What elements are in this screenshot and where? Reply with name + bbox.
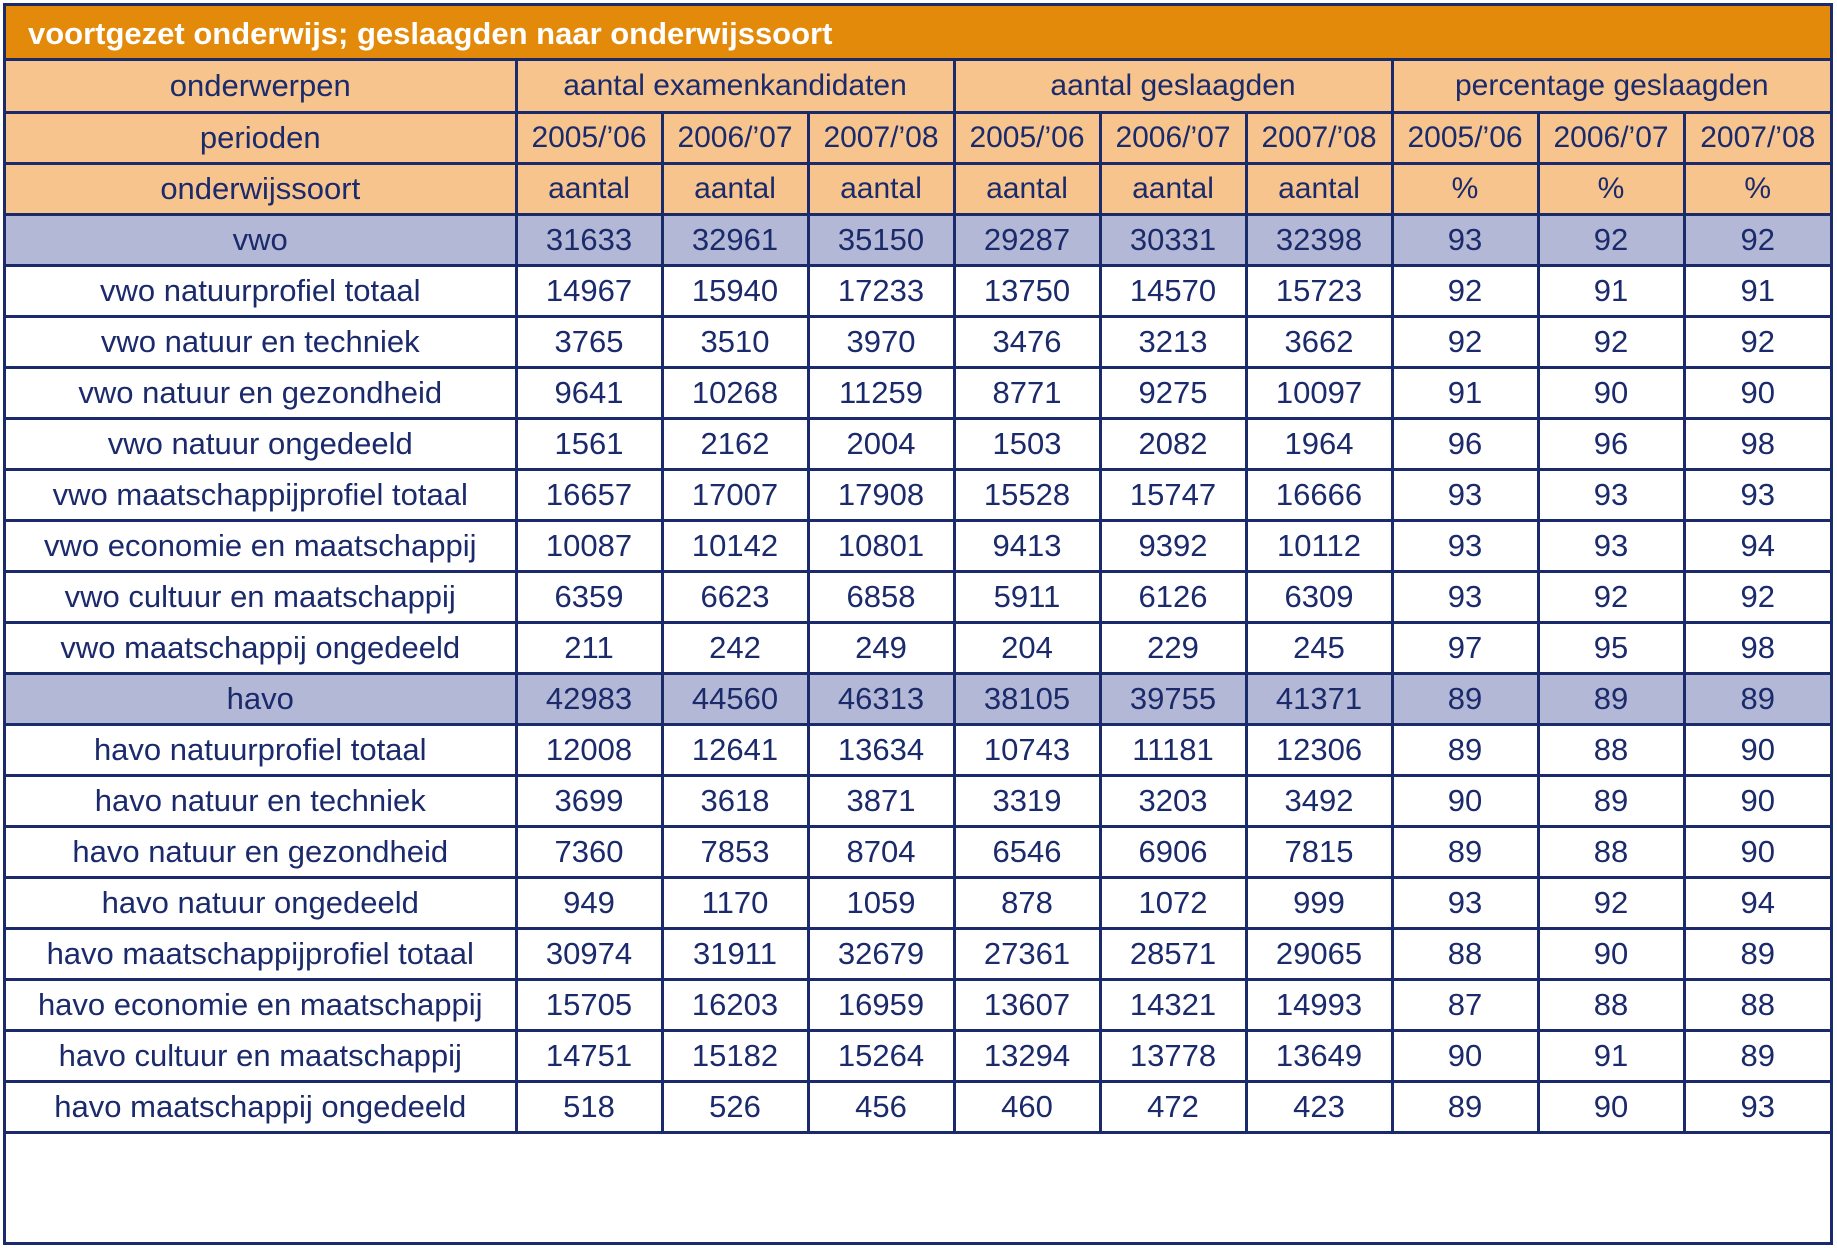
value-cell: 1964 bbox=[1246, 418, 1392, 469]
value-cell: 3492 bbox=[1246, 775, 1392, 826]
value-cell: 95 bbox=[1538, 622, 1684, 673]
value-cell: 90 bbox=[1538, 367, 1684, 418]
row-label: vwo natuurprofiel totaal bbox=[6, 265, 516, 316]
table-row bbox=[6, 469, 1830, 520]
table-body bbox=[6, 61, 1830, 1132]
header-cell: 2006/’07 bbox=[1538, 112, 1684, 163]
value-cell: 3662 bbox=[1246, 316, 1392, 367]
table-container bbox=[3, 3, 1833, 1245]
value-cell: 93 bbox=[1392, 469, 1538, 520]
value-cell: 87 bbox=[1392, 979, 1538, 1030]
value-cell: 92 bbox=[1538, 571, 1684, 622]
value-cell: 999 bbox=[1246, 877, 1392, 928]
header-cell: aantal bbox=[808, 163, 954, 214]
value-cell: 89 bbox=[1392, 1081, 1538, 1132]
value-cell: 5911 bbox=[954, 571, 1100, 622]
value-cell: 92 bbox=[1684, 316, 1830, 367]
value-cell: 98 bbox=[1684, 622, 1830, 673]
row-label: havo natuurprofiel totaal bbox=[6, 724, 516, 775]
header-cell: aantal bbox=[516, 163, 662, 214]
value-cell: 92 bbox=[1538, 214, 1684, 265]
table-row bbox=[6, 622, 1830, 673]
value-cell: 92 bbox=[1684, 214, 1830, 265]
value-cell: 15528 bbox=[954, 469, 1100, 520]
row-label: vwo natuur en gezondheid bbox=[6, 367, 516, 418]
value-cell: 91 bbox=[1538, 1030, 1684, 1081]
value-cell: 3476 bbox=[954, 316, 1100, 367]
value-cell: 3319 bbox=[954, 775, 1100, 826]
row-label: vwo maatschappijprofiel totaal bbox=[6, 469, 516, 520]
value-cell: 29287 bbox=[954, 214, 1100, 265]
value-cell: 15723 bbox=[1246, 265, 1392, 316]
table-row bbox=[6, 1030, 1830, 1081]
table-row bbox=[6, 367, 1830, 418]
value-cell: 9413 bbox=[954, 520, 1100, 571]
value-cell: 28571 bbox=[1100, 928, 1246, 979]
value-cell: 7815 bbox=[1246, 826, 1392, 877]
header-label-2: onderwijssoort bbox=[6, 163, 516, 214]
header-cell: 2007/’08 bbox=[808, 112, 954, 163]
value-cell: 90 bbox=[1392, 775, 1538, 826]
value-cell: 13750 bbox=[954, 265, 1100, 316]
value-cell: 12306 bbox=[1246, 724, 1392, 775]
table-title: voortgezet onderwijs; geslaagden naar onderwijssoort bbox=[6, 6, 1830, 61]
value-cell: 90 bbox=[1684, 826, 1830, 877]
row-label: havo cultuur en maatschappij bbox=[6, 1030, 516, 1081]
header-cell: aantal bbox=[1246, 163, 1392, 214]
value-cell: 91 bbox=[1538, 265, 1684, 316]
value-cell: 7853 bbox=[662, 826, 808, 877]
value-cell: 6126 bbox=[1100, 571, 1246, 622]
row-label: havo bbox=[6, 673, 516, 724]
value-cell: 16959 bbox=[808, 979, 954, 1030]
row-label: havo maatschappij ongedeeld bbox=[6, 1081, 516, 1132]
value-cell: 15182 bbox=[662, 1030, 808, 1081]
table-row bbox=[6, 775, 1830, 826]
value-cell: 245 bbox=[1246, 622, 1392, 673]
value-cell: 9392 bbox=[1100, 520, 1246, 571]
value-cell: 32679 bbox=[808, 928, 954, 979]
value-cell: 249 bbox=[808, 622, 954, 673]
value-cell: 3510 bbox=[662, 316, 808, 367]
value-cell: 2162 bbox=[662, 418, 808, 469]
table-row bbox=[6, 520, 1830, 571]
value-cell: 97 bbox=[1392, 622, 1538, 673]
value-cell: 3618 bbox=[662, 775, 808, 826]
value-cell: 3213 bbox=[1100, 316, 1246, 367]
value-cell: 949 bbox=[516, 877, 662, 928]
row-label: havo economie en maatschappij bbox=[6, 979, 516, 1030]
value-cell: 17007 bbox=[662, 469, 808, 520]
value-cell: 16203 bbox=[662, 979, 808, 1030]
value-cell: 30974 bbox=[516, 928, 662, 979]
value-cell: 35150 bbox=[808, 214, 954, 265]
table-row bbox=[6, 418, 1830, 469]
header-label-onderwerpen: onderwerpen bbox=[6, 61, 516, 112]
value-cell: 13634 bbox=[808, 724, 954, 775]
value-cell: 89 bbox=[1538, 673, 1684, 724]
value-cell: 10142 bbox=[662, 520, 808, 571]
value-cell: 14993 bbox=[1246, 979, 1392, 1030]
value-cell: 3970 bbox=[808, 316, 954, 367]
value-cell: 229 bbox=[1100, 622, 1246, 673]
table-row bbox=[6, 928, 1830, 979]
value-cell: 13607 bbox=[954, 979, 1100, 1030]
value-cell: 88 bbox=[1684, 979, 1830, 1030]
header-cell: 2007/’08 bbox=[1246, 112, 1392, 163]
value-cell: 93 bbox=[1392, 877, 1538, 928]
header-cell: 2006/’07 bbox=[662, 112, 808, 163]
header-cell: aantal bbox=[1100, 163, 1246, 214]
value-cell: 3699 bbox=[516, 775, 662, 826]
value-cell: 88 bbox=[1538, 826, 1684, 877]
value-cell: 38105 bbox=[954, 673, 1100, 724]
value-cell: 29065 bbox=[1246, 928, 1392, 979]
value-cell: 88 bbox=[1538, 979, 1684, 1030]
header-cell: 2006/’07 bbox=[1100, 112, 1246, 163]
value-cell: 15264 bbox=[808, 1030, 954, 1081]
table-row bbox=[6, 571, 1830, 622]
value-cell: 3203 bbox=[1100, 775, 1246, 826]
value-cell: 89 bbox=[1684, 928, 1830, 979]
row-label: havo natuur en techniek bbox=[6, 775, 516, 826]
value-cell: 14967 bbox=[516, 265, 662, 316]
value-cell: 46313 bbox=[808, 673, 954, 724]
value-cell: 92 bbox=[1684, 571, 1830, 622]
table-row bbox=[6, 316, 1830, 367]
value-cell: 17233 bbox=[808, 265, 954, 316]
value-cell: 518 bbox=[516, 1081, 662, 1132]
value-cell: 89 bbox=[1684, 1030, 1830, 1081]
header-cell: aantal bbox=[954, 163, 1100, 214]
value-cell: 92 bbox=[1392, 265, 1538, 316]
value-cell: 93 bbox=[1392, 571, 1538, 622]
header-cell: % bbox=[1392, 163, 1538, 214]
value-cell: 89 bbox=[1392, 724, 1538, 775]
header-group-0: aantal examenkandidaten bbox=[516, 61, 954, 112]
value-cell: 88 bbox=[1538, 724, 1684, 775]
value-cell: 90 bbox=[1684, 367, 1830, 418]
value-cell: 32961 bbox=[662, 214, 808, 265]
value-cell: 10801 bbox=[808, 520, 954, 571]
table-row bbox=[6, 1081, 1830, 1132]
value-cell: 31633 bbox=[516, 214, 662, 265]
row-label: havo natuur ongedeeld bbox=[6, 877, 516, 928]
value-cell: 15705 bbox=[516, 979, 662, 1030]
row-label: vwo bbox=[6, 214, 516, 265]
value-cell: 93 bbox=[1684, 469, 1830, 520]
header-cell: 2005/’06 bbox=[954, 112, 1100, 163]
value-cell: 7360 bbox=[516, 826, 662, 877]
value-cell: 16666 bbox=[1246, 469, 1392, 520]
value-cell: 9641 bbox=[516, 367, 662, 418]
header-group-2: percentage geslaagden bbox=[1392, 61, 1830, 112]
value-cell: 12008 bbox=[516, 724, 662, 775]
value-cell: 10268 bbox=[662, 367, 808, 418]
header-cell: 2007/’08 bbox=[1684, 112, 1830, 163]
value-cell: 14321 bbox=[1100, 979, 1246, 1030]
header-cell: 2005/’06 bbox=[516, 112, 662, 163]
value-cell: 91 bbox=[1684, 265, 1830, 316]
value-cell: 204 bbox=[954, 622, 1100, 673]
value-cell: 30331 bbox=[1100, 214, 1246, 265]
header-label-1: perioden bbox=[6, 112, 516, 163]
value-cell: 96 bbox=[1392, 418, 1538, 469]
header-cell: % bbox=[1684, 163, 1830, 214]
row-label: vwo maatschappij ongedeeld bbox=[6, 622, 516, 673]
header-cell: 2005/’06 bbox=[1392, 112, 1538, 163]
value-cell: 94 bbox=[1684, 877, 1830, 928]
table-row bbox=[6, 826, 1830, 877]
value-cell: 242 bbox=[662, 622, 808, 673]
value-cell: 90 bbox=[1538, 1081, 1684, 1132]
value-cell: 93 bbox=[1392, 214, 1538, 265]
value-cell: 6906 bbox=[1100, 826, 1246, 877]
value-cell: 27361 bbox=[954, 928, 1100, 979]
row-label: vwo cultuur en maatschappij bbox=[6, 571, 516, 622]
value-cell: 11259 bbox=[808, 367, 954, 418]
value-cell: 1503 bbox=[954, 418, 1100, 469]
value-cell: 3871 bbox=[808, 775, 954, 826]
value-cell: 42983 bbox=[516, 673, 662, 724]
value-cell: 423 bbox=[1246, 1081, 1392, 1132]
value-cell: 16657 bbox=[516, 469, 662, 520]
value-cell: 90 bbox=[1392, 1030, 1538, 1081]
value-cell: 6359 bbox=[516, 571, 662, 622]
value-cell: 11181 bbox=[1100, 724, 1246, 775]
value-cell: 93 bbox=[1392, 520, 1538, 571]
value-cell: 90 bbox=[1684, 724, 1830, 775]
value-cell: 92 bbox=[1392, 316, 1538, 367]
value-cell: 2082 bbox=[1100, 418, 1246, 469]
value-cell: 3765 bbox=[516, 316, 662, 367]
value-cell: 91 bbox=[1392, 367, 1538, 418]
table-row bbox=[6, 724, 1830, 775]
value-cell: 89 bbox=[1392, 673, 1538, 724]
header-row-2 bbox=[6, 163, 1830, 214]
value-cell: 6623 bbox=[662, 571, 808, 622]
value-cell: 13778 bbox=[1100, 1030, 1246, 1081]
value-cell: 6858 bbox=[808, 571, 954, 622]
value-cell: 93 bbox=[1538, 520, 1684, 571]
header-row-onderwerpen bbox=[6, 61, 1830, 112]
value-cell: 92 bbox=[1538, 316, 1684, 367]
value-cell: 6309 bbox=[1246, 571, 1392, 622]
header-cell: % bbox=[1538, 163, 1684, 214]
header-row-1 bbox=[6, 112, 1830, 163]
value-cell: 2004 bbox=[808, 418, 954, 469]
table-row bbox=[6, 877, 1830, 928]
value-cell: 1072 bbox=[1100, 877, 1246, 928]
value-cell: 6546 bbox=[954, 826, 1100, 877]
value-cell: 41371 bbox=[1246, 673, 1392, 724]
value-cell: 17908 bbox=[808, 469, 954, 520]
value-cell: 878 bbox=[954, 877, 1100, 928]
value-cell: 93 bbox=[1538, 469, 1684, 520]
value-cell: 1170 bbox=[662, 877, 808, 928]
value-cell: 94 bbox=[1684, 520, 1830, 571]
value-cell: 15940 bbox=[662, 265, 808, 316]
value-cell: 472 bbox=[1100, 1081, 1246, 1132]
value-cell: 10087 bbox=[516, 520, 662, 571]
value-cell: 90 bbox=[1684, 775, 1830, 826]
row-label: vwo natuur en techniek bbox=[6, 316, 516, 367]
value-cell: 39755 bbox=[1100, 673, 1246, 724]
value-cell: 10112 bbox=[1246, 520, 1392, 571]
value-cell: 89 bbox=[1392, 826, 1538, 877]
value-cell: 92 bbox=[1538, 877, 1684, 928]
value-cell: 89 bbox=[1538, 775, 1684, 826]
row-label: vwo economie en maatschappij bbox=[6, 520, 516, 571]
value-cell: 9275 bbox=[1100, 367, 1246, 418]
header-group-1: aantal geslaagden bbox=[954, 61, 1392, 112]
value-cell: 32398 bbox=[1246, 214, 1392, 265]
row-label: vwo natuur ongedeeld bbox=[6, 418, 516, 469]
value-cell: 211 bbox=[516, 622, 662, 673]
value-cell: 1561 bbox=[516, 418, 662, 469]
value-cell: 98 bbox=[1684, 418, 1830, 469]
value-cell: 460 bbox=[954, 1081, 1100, 1132]
value-cell: 15747 bbox=[1100, 469, 1246, 520]
value-cell: 14751 bbox=[516, 1030, 662, 1081]
value-cell: 526 bbox=[662, 1081, 808, 1132]
data-table bbox=[6, 61, 1830, 1134]
value-cell: 13294 bbox=[954, 1030, 1100, 1081]
value-cell: 90 bbox=[1538, 928, 1684, 979]
value-cell: 96 bbox=[1538, 418, 1684, 469]
group-row bbox=[6, 214, 1830, 265]
value-cell: 31911 bbox=[662, 928, 808, 979]
group-row bbox=[6, 673, 1830, 724]
value-cell: 14570 bbox=[1100, 265, 1246, 316]
header-cell: aantal bbox=[662, 163, 808, 214]
row-label: havo natuur en gezondheid bbox=[6, 826, 516, 877]
value-cell: 89 bbox=[1684, 673, 1830, 724]
value-cell: 8771 bbox=[954, 367, 1100, 418]
value-cell: 10743 bbox=[954, 724, 1100, 775]
value-cell: 456 bbox=[808, 1081, 954, 1132]
table-row bbox=[6, 979, 1830, 1030]
value-cell: 12641 bbox=[662, 724, 808, 775]
row-label: havo maatschappijprofiel totaal bbox=[6, 928, 516, 979]
value-cell: 8704 bbox=[808, 826, 954, 877]
value-cell: 1059 bbox=[808, 877, 954, 928]
value-cell: 10097 bbox=[1246, 367, 1392, 418]
value-cell: 44560 bbox=[662, 673, 808, 724]
value-cell: 13649 bbox=[1246, 1030, 1392, 1081]
value-cell: 88 bbox=[1392, 928, 1538, 979]
table-row bbox=[6, 265, 1830, 316]
value-cell: 93 bbox=[1684, 1081, 1830, 1132]
